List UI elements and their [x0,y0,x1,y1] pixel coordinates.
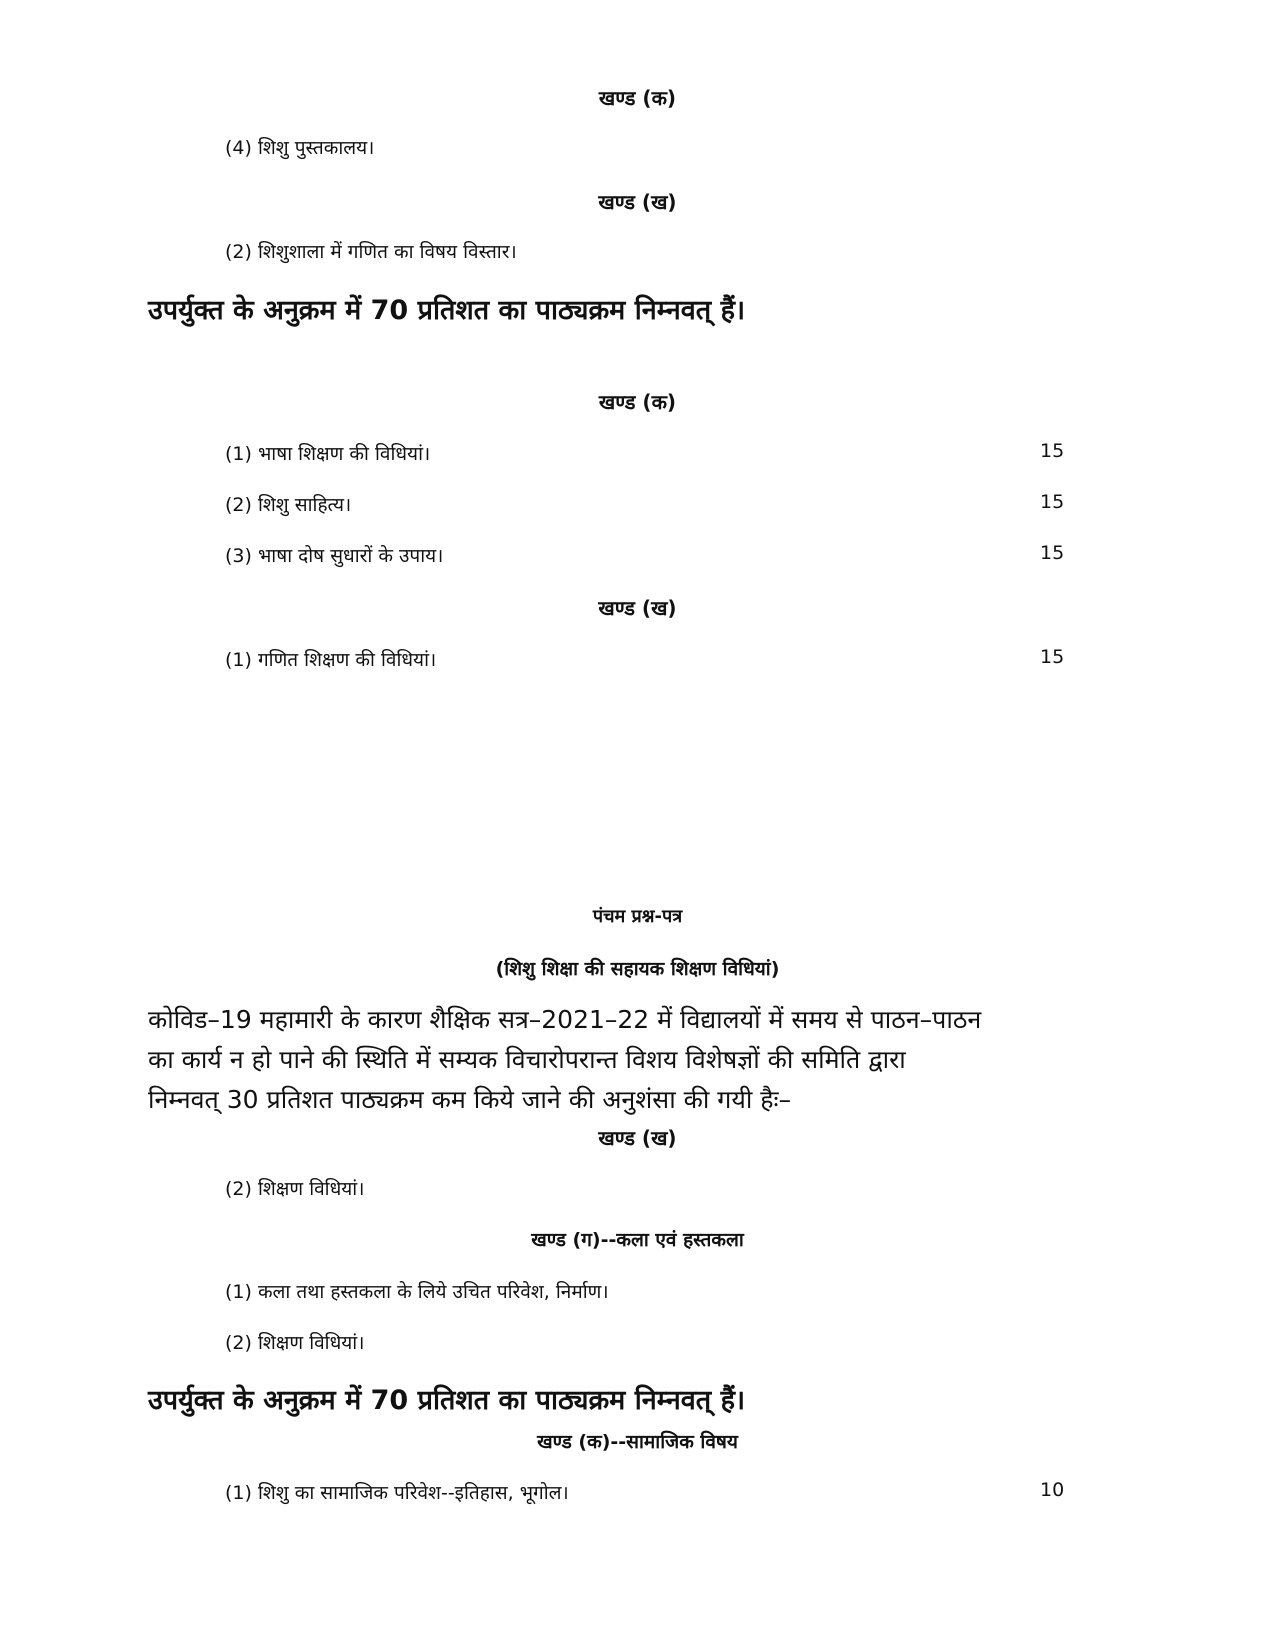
list-item: (2) शिशुशाला में गणित का विषय विस्तार। [225,241,517,263]
paper-title: पंचम प्रश्न-पत्र [592,906,683,927]
section-heading-ka: खण्ड (क) [598,390,677,414]
section-heading-kha: खण्ड (ख) [598,190,677,214]
marks-value: 15 [1040,542,1065,564]
section-heading-ga: खण्ड (ग)--कला एवं हस्तकला [531,1229,744,1251]
paragraph-line: कोविड–19 महामारी के कारण शैक्षिक सत्र–2021–22 में विद्यालयों में समय से पाठन–पाठन [148,1005,982,1034]
list-item: (2) शिक्षण विधियां। [225,1178,365,1200]
marks-value: 15 [1040,440,1065,462]
list-item: (1) गणित शिक्षण की विधियां। [225,649,437,671]
syllabus-70-heading: उपर्युक्त के अनुक्रम में 70 प्रतिशत का पाठ्यक्रम निम्नवत् हैं। [148,1385,746,1416]
section-heading-kha: खण्ड (ख) [598,1126,677,1150]
list-item: (1) भाषा शिक्षण की विधियां। [225,443,431,465]
paragraph-line: का कार्य न हो पाने की स्थिति में सम्यक विचारोपरान्त विशय विशेषज्ञों की समिति द्वारा [148,1045,906,1074]
marks-value: 10 [1040,1479,1065,1501]
list-item: (2) शिक्षण विधियां। [225,1332,365,1354]
section-heading-kha: खण्ड (ख) [598,596,677,620]
paragraph-line: निम्नवत् 30 प्रतिशत पाठ्यक्रम कम किये जाने की अनुशंसा की गयी हैः– [148,1085,792,1114]
list-item: (1) शिशु का सामाजिक परिवेश--इतिहास, भूगोल। [225,1482,569,1504]
list-item: (2) शिशु साहित्य। [225,494,352,516]
marks-value: 15 [1040,491,1065,513]
marks-value: 15 [1040,646,1065,668]
list-item: (1) कला तथा हस्तकला के लिये उचित परिवेश, निर्माण। [225,1281,609,1303]
section-heading-ka-social: खण्ड (क)--सामाजिक विषय [537,1431,738,1453]
paper-subtitle: (शिशु शिक्षा की सहायक शिक्षण विधियां) [495,958,780,980]
reduction-paragraph [148,1000,1128,1120]
section-heading-ka: खण्ड (क) [598,86,677,110]
syllabus-70-heading: उपर्युक्त के अनुक्रम में 70 प्रतिशत का पाठ्यक्रम निम्नवत् हैं। [148,295,746,326]
list-item: (4) शिशु पुस्तकालय। [225,137,375,159]
list-item: (3) भाषा दोष सुधारों के उपाय। [225,545,444,567]
